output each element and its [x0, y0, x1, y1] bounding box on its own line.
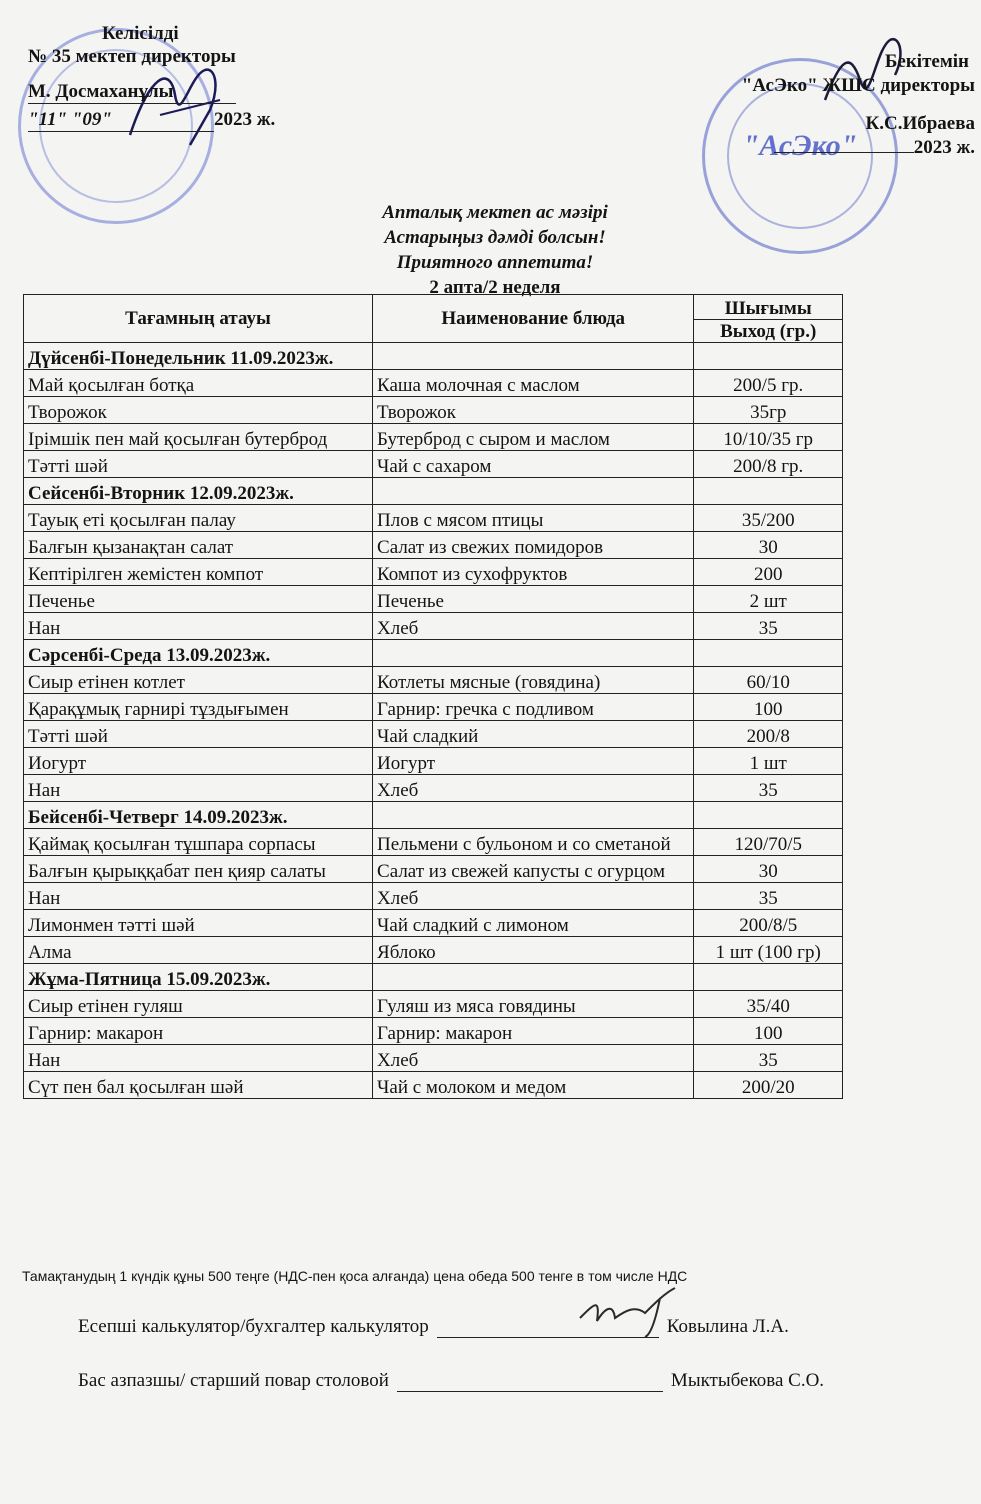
dish-name-ru: Печенье — [373, 586, 694, 613]
day-title: Жұма-Пятница 15.09.2023ж. — [24, 964, 373, 991]
dish-name-kz: Нан — [24, 1045, 373, 1072]
dish-name-kz: Нан — [24, 775, 373, 802]
approval-left-name: М. Досмаханұлы — [28, 80, 236, 104]
dish-name-ru: Компот из сухофруктов — [373, 559, 694, 586]
table-row — [24, 505, 843, 532]
table-row — [24, 694, 843, 721]
approval-left-position: № 35 мектеп директоры — [28, 46, 236, 67]
table-row — [24, 532, 843, 559]
dish-output: 30 — [694, 856, 843, 883]
dish-name-kz: Балғын қырыққабат пен қияр салаты — [24, 856, 373, 883]
dish-name-kz: Тәтті шәй — [24, 721, 373, 748]
dish-output: 35 — [694, 1045, 843, 1072]
header-ru: Наименование блюда — [373, 295, 694, 343]
dish-output: 10/10/35 гр — [694, 424, 843, 451]
accountant-sign-row — [78, 1316, 789, 1338]
day-empty-cell — [694, 802, 843, 829]
dish-name-kz: Сиыр етінен котлет — [24, 667, 373, 694]
table-row — [24, 775, 843, 802]
day-empty-cell — [373, 802, 694, 829]
table-row — [24, 829, 843, 856]
dish-output: 200/8/5 — [694, 910, 843, 937]
accountant-label: Есепші калькулятор/бухгалтер калькулятор — [78, 1316, 429, 1337]
day-title: Сейсенбі-Вторник 12.09.2023ж. — [24, 478, 373, 505]
header-kz: Тағамның атауы — [24, 295, 373, 343]
dish-name-ru: Хлеб — [373, 775, 694, 802]
title-line-2: Астарыңыз дәмді болсын! — [384, 227, 606, 248]
day-empty-cell — [694, 478, 843, 505]
dish-output: 1 шт — [694, 748, 843, 775]
title-line-3: Приятного аппетита! — [396, 252, 594, 273]
table-header-row — [24, 295, 843, 320]
dish-name-ru: Чай с сахаром — [373, 451, 694, 478]
dish-name-ru: Чай с молоком и медом — [373, 1072, 694, 1099]
approval-right-block — [690, 50, 975, 160]
dish-name-ru: Салат из свежих помидоров — [373, 532, 694, 559]
price-note: Тамақтанудың 1 күндік құны 500 теңге (НДС-пен қоса алғанда) цена обеда 500 тенге в том числе НДС — [22, 1268, 688, 1284]
dish-name-kz: Сүт пен бал қосылған шәй — [24, 1072, 373, 1099]
dish-output: 200/8 — [694, 721, 843, 748]
day-title: Бейсенбі-Четверг 14.09.2023ж. — [24, 802, 373, 829]
dish-name-ru: Салат из свежей капусты с огурцом — [373, 856, 694, 883]
approval-left-date-row — [28, 108, 328, 132]
dish-output: 35гр — [694, 397, 843, 424]
dish-output: 35 — [694, 775, 843, 802]
dish-name-kz: Творожок — [24, 397, 373, 424]
dish-name-ru: Гарнир: гречка с подливом — [373, 694, 694, 721]
dish-name-ru: Плов с мясом птицы — [373, 505, 694, 532]
day-header-row — [24, 478, 843, 505]
table-row — [24, 613, 843, 640]
dish-name-kz: Алма — [24, 937, 373, 964]
title-line-1: Апталық мектеп ас мәзірі — [382, 202, 608, 223]
accountant-sign-line — [437, 1319, 659, 1338]
title-line-4: 2 апта/2 неделя — [429, 277, 561, 298]
day-empty-cell — [373, 964, 694, 991]
day-header-row — [24, 802, 843, 829]
table-row — [24, 856, 843, 883]
table-row — [24, 370, 843, 397]
dish-name-ru: Гуляш из мяса говядины — [373, 991, 694, 1018]
dish-name-kz: Сиыр етінен гуляш — [24, 991, 373, 1018]
dish-name-ru: Чай сладкий — [373, 721, 694, 748]
dish-name-kz: Май қосылған ботқа — [24, 370, 373, 397]
table-row — [24, 586, 843, 613]
dish-name-kz: Ірімшік пен май қосылған бутерброд — [24, 424, 373, 451]
day-header-row — [24, 343, 843, 370]
approval-right-heading: Бекітемін — [884, 51, 969, 72]
dish-name-ru: Гарнир: макарон — [373, 1018, 694, 1045]
dish-name-ru: Яблоко — [373, 937, 694, 964]
table-row — [24, 397, 843, 424]
dish-name-ru: Иогурт — [373, 748, 694, 775]
dish-name-ru: Хлеб — [373, 613, 694, 640]
dish-name-kz: Лимонмен тәтті шәй — [24, 910, 373, 937]
dish-name-kz: Қаймақ қосылған тұшпара сорпасы — [24, 829, 373, 856]
approval-right-date-line — [774, 152, 914, 153]
approval-right-position: "АсЭко" ЖШС директоры — [741, 75, 975, 96]
day-empty-cell — [694, 640, 843, 667]
dish-name-ru: Хлеб — [373, 1045, 694, 1072]
menu-body — [24, 343, 843, 1099]
dish-name-kz: Кептірілген жемістен компот — [24, 559, 373, 586]
dish-name-kz: Қарақұмық гарнирі тұздығымен — [24, 694, 373, 721]
dish-output: 30 — [694, 532, 843, 559]
dish-name-ru: Котлеты мясные (говядина) — [373, 667, 694, 694]
day-title: Дүйсенбі-Понедельник 11.09.2023ж. — [24, 343, 373, 370]
dish-output: 100 — [694, 1018, 843, 1045]
dish-output: 200/20 — [694, 1072, 843, 1099]
table-row — [24, 424, 843, 451]
approval-left-date: "11" "09" — [28, 108, 214, 132]
dish-output: 200/8 гр. — [694, 451, 843, 478]
cook-name: Мыктыбекова С.О. — [670, 1370, 825, 1391]
table-row — [24, 721, 843, 748]
day-empty-cell — [373, 640, 694, 667]
dish-output: 35/200 — [694, 505, 843, 532]
cook-sign-row — [78, 1370, 824, 1392]
dish-output: 2 шт — [694, 586, 843, 613]
dish-name-kz: Печенье — [24, 586, 373, 613]
table-row — [24, 1018, 843, 1045]
day-empty-cell — [373, 478, 694, 505]
dish-name-ru: Творожок — [373, 397, 694, 424]
dish-output: 100 — [694, 694, 843, 721]
approval-left-heading: Келісілді — [102, 23, 179, 44]
cook-label: Бас азпазшы/ старший повар столовой — [78, 1370, 389, 1391]
dish-output: 35 — [694, 883, 843, 910]
dish-output: 200 — [694, 559, 843, 586]
table-row — [24, 937, 843, 964]
table-row — [24, 559, 843, 586]
dish-output: 120/70/5 — [694, 829, 843, 856]
approval-left-block — [28, 22, 328, 132]
table-row — [24, 451, 843, 478]
dish-name-ru: Чай сладкий с лимоном — [373, 910, 694, 937]
table-row — [24, 910, 843, 937]
dish-name-ru: Пельмени с бульоном и со сметаной — [373, 829, 694, 856]
day-title: Сәрсенбі-Среда 13.09.2023ж. — [24, 640, 373, 667]
dish-name-kz: Нан — [24, 883, 373, 910]
table-row — [24, 1045, 843, 1072]
dish-name-kz: Гарнир: макарон — [24, 1018, 373, 1045]
dish-name-kz: Тәтті шәй — [24, 451, 373, 478]
cook-sign-line — [397, 1373, 663, 1392]
dish-name-kz: Тауық еті қосылған палау — [24, 505, 373, 532]
approval-left-name-row — [28, 80, 328, 104]
table-row — [24, 991, 843, 1018]
dish-output: 200/5 гр. — [694, 370, 843, 397]
dish-output: 60/10 — [694, 667, 843, 694]
day-header-row — [24, 964, 843, 991]
accountant-name: Ковылина Л.А. — [666, 1316, 789, 1337]
dish-name-ru: Бутерброд с сыром и маслом — [373, 424, 694, 451]
table-row — [24, 1072, 843, 1099]
dish-output: 1 шт (100 гр) — [694, 937, 843, 964]
dish-name-ru: Каша молочная с маслом — [373, 370, 694, 397]
approval-right-name: К.С.Ибраева — [865, 113, 975, 134]
table-row — [24, 883, 843, 910]
dish-name-kz: Иогурт — [24, 748, 373, 775]
stamp-company-name: "АсЭко" — [742, 129, 858, 162]
approval-left-year: 2023 ж. — [214, 109, 276, 130]
dish-name-ru: Хлеб — [373, 883, 694, 910]
day-empty-cell — [694, 343, 843, 370]
header-output-kz: Шығымы — [694, 295, 843, 320]
dish-name-kz: Балғын қызанақтан салат — [24, 532, 373, 559]
menu-table — [23, 294, 843, 1099]
day-header-row — [24, 640, 843, 667]
dish-output: 35/40 — [694, 991, 843, 1018]
header-output-ru: Выход (гр.) — [694, 320, 843, 343]
day-empty-cell — [373, 343, 694, 370]
dish-name-kz: Нан — [24, 613, 373, 640]
dish-output: 35 — [694, 613, 843, 640]
table-row — [24, 748, 843, 775]
menu-title-block — [330, 200, 660, 300]
table-row — [24, 667, 843, 694]
day-empty-cell — [694, 964, 843, 991]
approval-right-year — [690, 136, 975, 160]
approval-right-year-text: 2023 ж. — [913, 137, 975, 158]
